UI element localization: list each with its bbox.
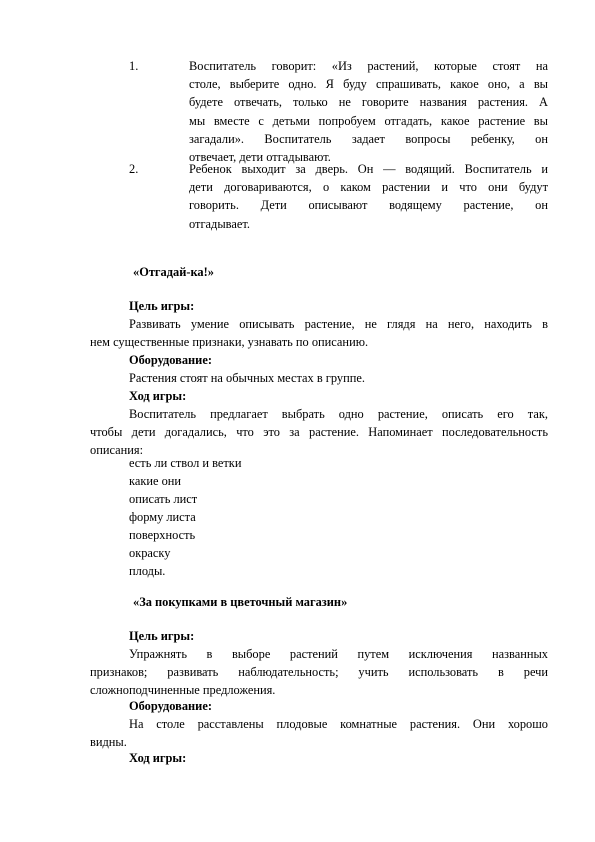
game-1-title: «Отгадай-ка!» (133, 265, 214, 279)
game-2-goal-text (90, 645, 548, 700)
text-line: отгадывает. (189, 216, 250, 231)
description-item: описать лист (129, 492, 198, 506)
list-number-1: 1. (129, 59, 139, 73)
game-1-goal-text (90, 315, 548, 351)
list-number-2: 2. (129, 162, 139, 176)
description-item: форму листа (129, 510, 196, 524)
game-2-goal-label: Цель игры: (129, 629, 195, 643)
game-2-equipment-label: Оборудование: (129, 699, 212, 713)
text-line: признаков; развивать наблюдательность; учить использовать в речи (90, 665, 548, 680)
text-line: отвечает, дети отгадывают. (189, 149, 331, 164)
description-item: есть ли ствол и ветки (129, 456, 242, 470)
text-line: столе, выберите одно. Я буду спрашивать, какое оно, а вы (189, 77, 548, 92)
description-item: поверхность (129, 528, 196, 542)
text-line: мы вместе с детьми попробуем отгадать, какое растение вы (189, 113, 548, 128)
text-line: сложноподчиненные предложения. (90, 683, 276, 698)
list-item-1-text (189, 57, 548, 166)
game-1-procedure-text (90, 405, 548, 460)
text-line: описания: (90, 443, 144, 458)
text-line: На столе расставлены плодовые комнатные растения. Они хорошо (129, 717, 548, 731)
game-1-equipment-label: Оборудование: (129, 353, 212, 367)
description-item: плоды. (129, 564, 166, 578)
text-line: Воспитатель говорит: «Из растений, которые стоят на (189, 59, 548, 73)
game-1-procedure-label: Ход игры: (129, 389, 187, 403)
description-item: какие они (129, 474, 182, 488)
text-line: Упражнять в выборе растений путем исключения названных (129, 647, 548, 661)
text-line: видны. (90, 735, 127, 750)
list-item-2-text (189, 160, 548, 233)
text-line: дети договариваются, о каком растении и что они будут (189, 180, 548, 195)
game-2-equipment-text (90, 715, 548, 751)
text-line: нем существенные признаки, узнавать по описанию. (90, 335, 369, 350)
game-1-goal-label: Цель игры: (129, 299, 195, 313)
text-line: Развивать умение описывать растение, не глядя на него, находить в (129, 317, 548, 331)
text-line: Ребенок выходит за дверь. Он — водящий. Воспитатель и (189, 162, 548, 176)
text-line: Воспитатель предлагает выбрать одно растение, описать его так, (129, 407, 548, 421)
game-2-title: «За покупками в цветочный магазин» (133, 595, 348, 609)
text-line: будете отвечать, только не говорите названия растения. А (189, 95, 548, 110)
text-line: чтобы дети догадались, что это за растение. Напоминает последовательность (90, 425, 548, 440)
text-line: загадали». Воспитатель задает вопросы ребенку, он (189, 131, 548, 146)
description-item: окраску (129, 546, 171, 560)
text-line: говорить. Дети описывают водящему растение, он (189, 198, 548, 213)
game-1-equipment-text: Растения стоят на обычных местах в группе. (129, 371, 365, 385)
game-2-procedure-label: Ход игры: (129, 751, 187, 765)
